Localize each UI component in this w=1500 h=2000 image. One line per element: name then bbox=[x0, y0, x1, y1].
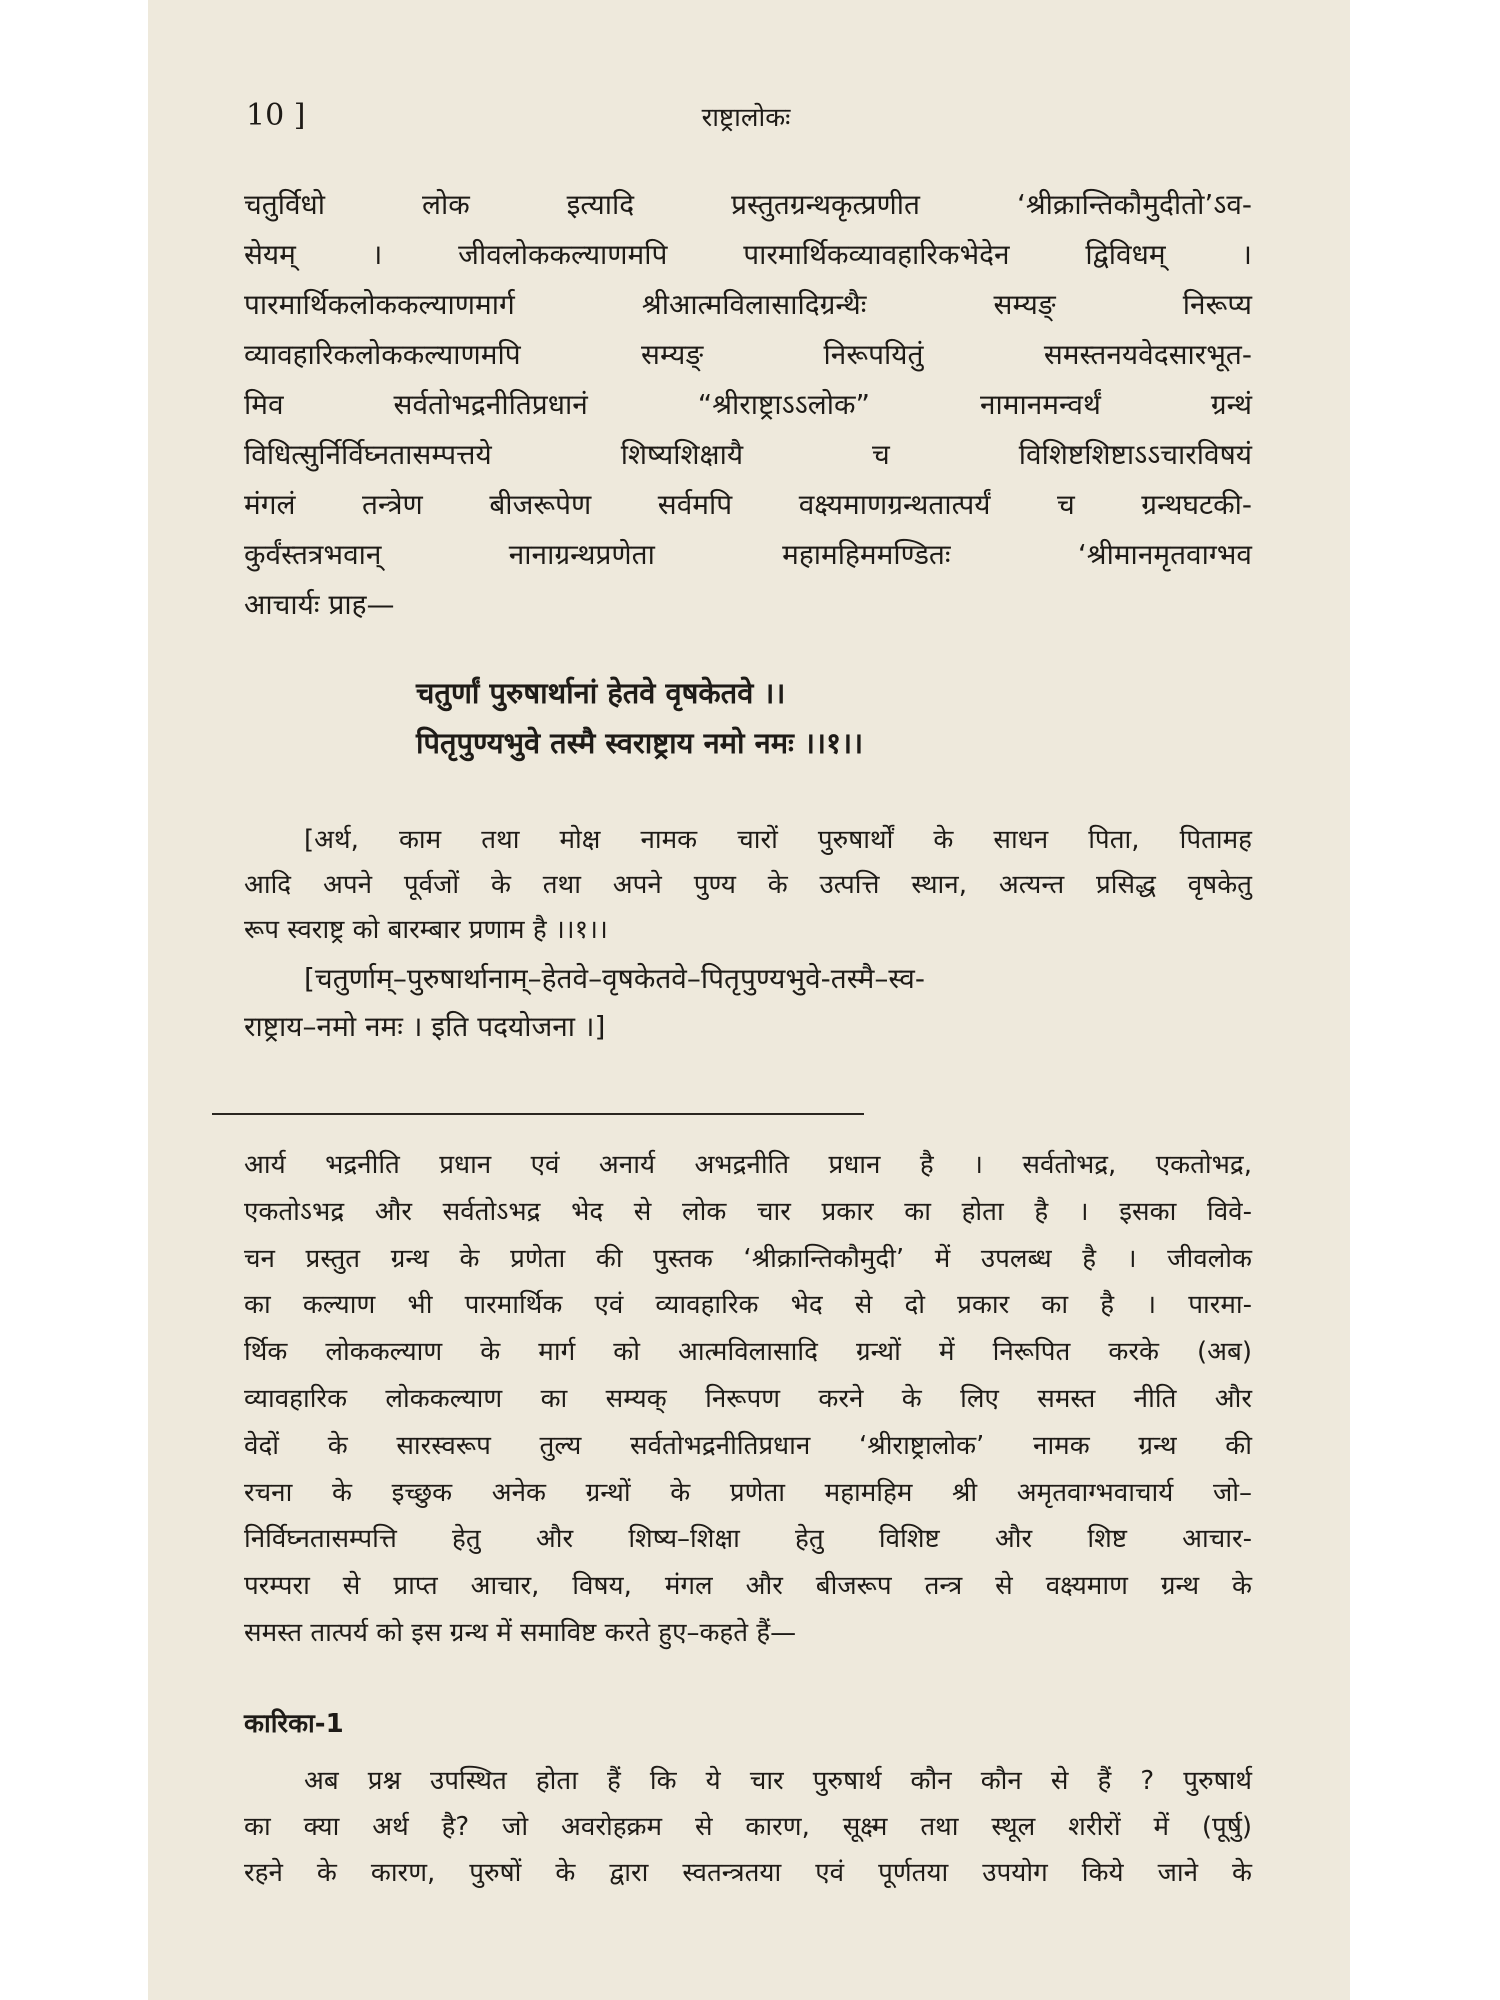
sanskrit-introduction bbox=[244, 180, 1252, 630]
verse-line: चतुर्णां पुरुषार्थानां हेतवे वृषकेतवे ।। bbox=[416, 676, 786, 710]
commentary-line: चन प्रस्तुत ग्रन्थ के प्रणेता की पुस्तक ‘श्रीक्रान्तिकौमुदी’ में उपलब्ध है । जीवलोक bbox=[244, 1243, 1252, 1274]
hindi-commentary bbox=[244, 1142, 1252, 1657]
page-number: 10 ] bbox=[246, 98, 306, 133]
commentary-line: समस्त तात्पर्य को इस ग्रन्थ में समाविष्ट करते हुए–कहते हैं— bbox=[244, 1617, 797, 1648]
padayojana bbox=[244, 955, 1252, 1051]
karika-explanation bbox=[244, 1758, 1252, 1896]
sanskrit-line: व्यावहारिकलोककल्याणमपि सम्यङ् निरूपयितुं समस्तनयवेदसारभूत- bbox=[244, 338, 1252, 371]
verse-line: पितृपुण्यभुवे तस्मै स्वराष्ट्राय नमो नमः ।।१।। bbox=[416, 726, 864, 760]
sanskrit-line: मिव सर्वतोभद्रनीतिप्रधानं “श्रीराष्ट्राऽऽलोक” नामानमन्वर्थं ग्रन्थं bbox=[244, 388, 1252, 421]
sanskrit-line: विधित्सुर्निर्विघ्नतासम्पत्तये शिष्यशिक्षायै च विशिष्टशिष्टाऽऽचारविषयं bbox=[244, 438, 1252, 471]
padayojana-line: [चतुर्णाम्–पुरुषार्थानाम्–हेतवे–वृषकेतवे–पितृपुण्यभुवे-तस्मै–स्व- bbox=[304, 962, 925, 995]
commentary-line: परम्परा से प्राप्त आचार, विषय, मंगल और बीजरूप तन्त्र से वक्ष्यमाण ग्रन्थ के bbox=[244, 1571, 1252, 1602]
translation-line: [अर्थ, काम तथा मोक्ष नामक चारों पुरुषार्थों के साधन पिता, पितामह bbox=[304, 825, 1252, 855]
verse-translation bbox=[244, 818, 1252, 953]
book-page bbox=[148, 0, 1350, 2000]
commentary-line: व्यावहारिक लोककल्याण का सम्यक् निरूपण करने के लिए समस्त नीति और bbox=[244, 1383, 1252, 1414]
karika-line: अब प्रश्न उपस्थित होता हैं कि ये चार पुरुषार्थ कौन कौन से हैं ? पुरुषार्थ bbox=[304, 1766, 1252, 1796]
karika-heading: कारिका-1 bbox=[244, 1709, 344, 1739]
sanskrit-line: पारमार्थिकलोककल्याणमार्ग श्रीआत्मविलासादिग्रन्थैः सम्यङ् निरूप्य bbox=[244, 288, 1252, 321]
commentary-line: वेदों के सारस्वरूप तुल्य सर्वतोभद्रनीतिप्रधान ‘श्रीराष्ट्रालोक’ नामक ग्रन्थ की bbox=[244, 1430, 1252, 1461]
section-divider bbox=[212, 1113, 864, 1115]
commentary-line: रचना के इच्छुक अनेक ग्रन्थों के प्रणेता महामहिम श्री अमृतवाग्भवाचार्य जो– bbox=[244, 1477, 1252, 1508]
commentary-line: का कल्याण भी पारमार्थिक एवं व्यावहारिक भेद से दो प्रकार का है । पारमा- bbox=[244, 1290, 1252, 1321]
running-title: राष्ट्रालोकः bbox=[701, 103, 791, 133]
padayojana-line: राष्ट्राय–नमो नमः । इति पदयोजना ।] bbox=[244, 1010, 606, 1043]
page-header bbox=[246, 98, 1246, 146]
sanskrit-line: चतुर्विधो लोक इत्यादि प्रस्तुतग्रन्थकृत्प्रणीत ‘श्रीक्रान्तिकौमुदीतो’ऽव- bbox=[244, 188, 1252, 221]
karika-line: का क्या अर्थ है? जो अवरोहक्रम से कारण, सूक्ष्म तथा स्थूल शरीरों में (पूर्षु) bbox=[244, 1812, 1252, 1842]
commentary-line: आर्य भद्रनीति प्रधान एवं अनार्य अभद्रनीति प्रधान है । सर्वतोभद्र, एकतोभद्र, bbox=[244, 1150, 1252, 1180]
sanskrit-line: आचार्यः प्राह— bbox=[244, 588, 395, 621]
sanskrit-line: मंगलं तन्त्रेण बीजरूपेण सर्वमपि वक्ष्यमाणग्रन्थतात्पर्यं च ग्रन्थघटकी- bbox=[244, 488, 1252, 521]
translation-line: आदि अपने पूर्वजों के तथा अपने पुण्य के उत्पत्ति स्थान, अत्यन्त प्रसिद्ध वृषकेतु bbox=[244, 870, 1252, 900]
commentary-line: र्थिक लोककल्याण के मार्ग को आत्मविलासादि ग्रन्थों में निरूपित करके (अब) bbox=[244, 1337, 1252, 1368]
translation-line: रूप स्वराष्ट्र को बारम्बार प्रणाम है ।।१।। bbox=[244, 915, 608, 945]
sanskrit-line: कुर्वंस्तत्रभवान् नानाग्रन्थप्रणेता महामहिममण्डितः ‘श्रीमानमृतवाग्भव bbox=[244, 538, 1252, 571]
commentary-line: निर्विघ्नतासम्पत्ति हेतु और शिष्य–शिक्षा हेतु विशिष्ट और शिष्ट आचार- bbox=[244, 1524, 1252, 1555]
commentary-line: एकतोऽभद्र और सर्वतोऽभद्र भेद से लोक चार प्रकार का होता है । इसका विवे- bbox=[244, 1196, 1252, 1227]
sanskrit-line: सेयम् । जीवलोककल्याणमपि पारमार्थिकव्यावहारिकभेदेन द्विविधम् । bbox=[244, 238, 1252, 271]
verse-karika-1 bbox=[416, 668, 1236, 768]
karika-line: रहने के कारण, पुरुषों के द्वारा स्वतन्त्रतया एवं पूर्णतया उपयोग किये जाने के bbox=[244, 1858, 1252, 1888]
